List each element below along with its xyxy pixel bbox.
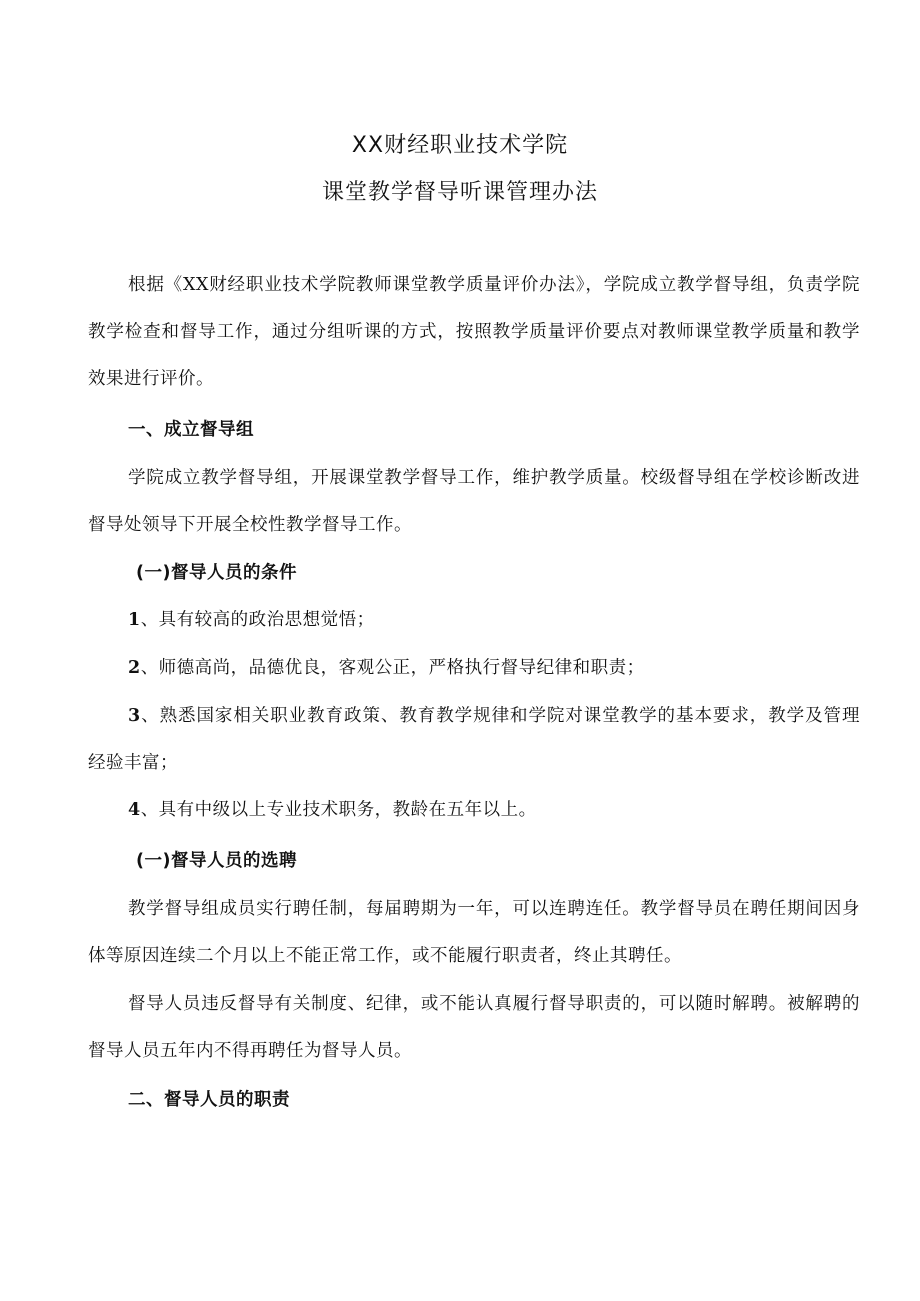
condition-item-text: 、熟悉国家相关职业教育政策、教育教学规律和学院对课堂教学的基本要求，教学及管理经验丰富；: [88, 706, 860, 773]
condition-item-2: [88, 645, 860, 692]
appointment-paragraph-1: 教学督导组成员实行聘任制，每届聘期为一年，可以连聘连任。教学督导员在聘任期间因身体等原因连续二个月以上不能正常工作，或不能履行职责者，终止其聘任。: [88, 899, 860, 966]
condition-item-text: 、师德高尚，品德优良，客观公正，严格执行督导纪律和职责；: [140, 658, 645, 678]
section1-heading: 一、成立督导组: [128, 420, 254, 440]
condition-item-1: [88, 597, 860, 644]
document-title-school: XX财经职业技术学院: [351, 133, 569, 158]
condition-item-number: 3: [128, 706, 141, 726]
section1-body: 学院成立教学督导组，开展课堂教学督导工作，维护教学质量。校级督导组在学校诊断改进督导处领导下开展全校性教学督导工作。: [88, 468, 860, 535]
sub2-heading: (一)督导人员的选聘: [136, 851, 297, 871]
condition-item-3: [88, 693, 860, 787]
intro-paragraph: 根据《XX财经职业技术学院教师课堂教学质量评价办法》，学院成立教学督导组，负责学院教学检查和督导工作，通过分组听课的方式，按照教学质量评价要点对教师课堂教学质量和教学效果进行评价。: [88, 275, 860, 389]
condition-item-number: 1: [128, 610, 141, 630]
section2-heading: 二、督导人员的职责: [128, 1090, 290, 1110]
condition-item-4: [88, 787, 860, 834]
appointment-paragraph-2: 督导人员违反督导有关制度、纪律，或不能认真履行督导职责的，可以随时解聘。被解聘的督导人员五年内不得再聘任为督导人员。: [88, 994, 860, 1061]
sub1-heading: (一)督导人员的条件: [136, 563, 297, 583]
condition-item-number: 2: [128, 658, 141, 678]
condition-item-number: 4: [128, 800, 141, 820]
condition-item-text: 、具有较高的政治思想觉悟；: [140, 610, 375, 630]
condition-item-text: 、具有中级以上专业技术职务，教龄在五年以上。: [140, 800, 537, 820]
document-title-main: 课堂教学督导听课管理办法: [321, 180, 598, 205]
